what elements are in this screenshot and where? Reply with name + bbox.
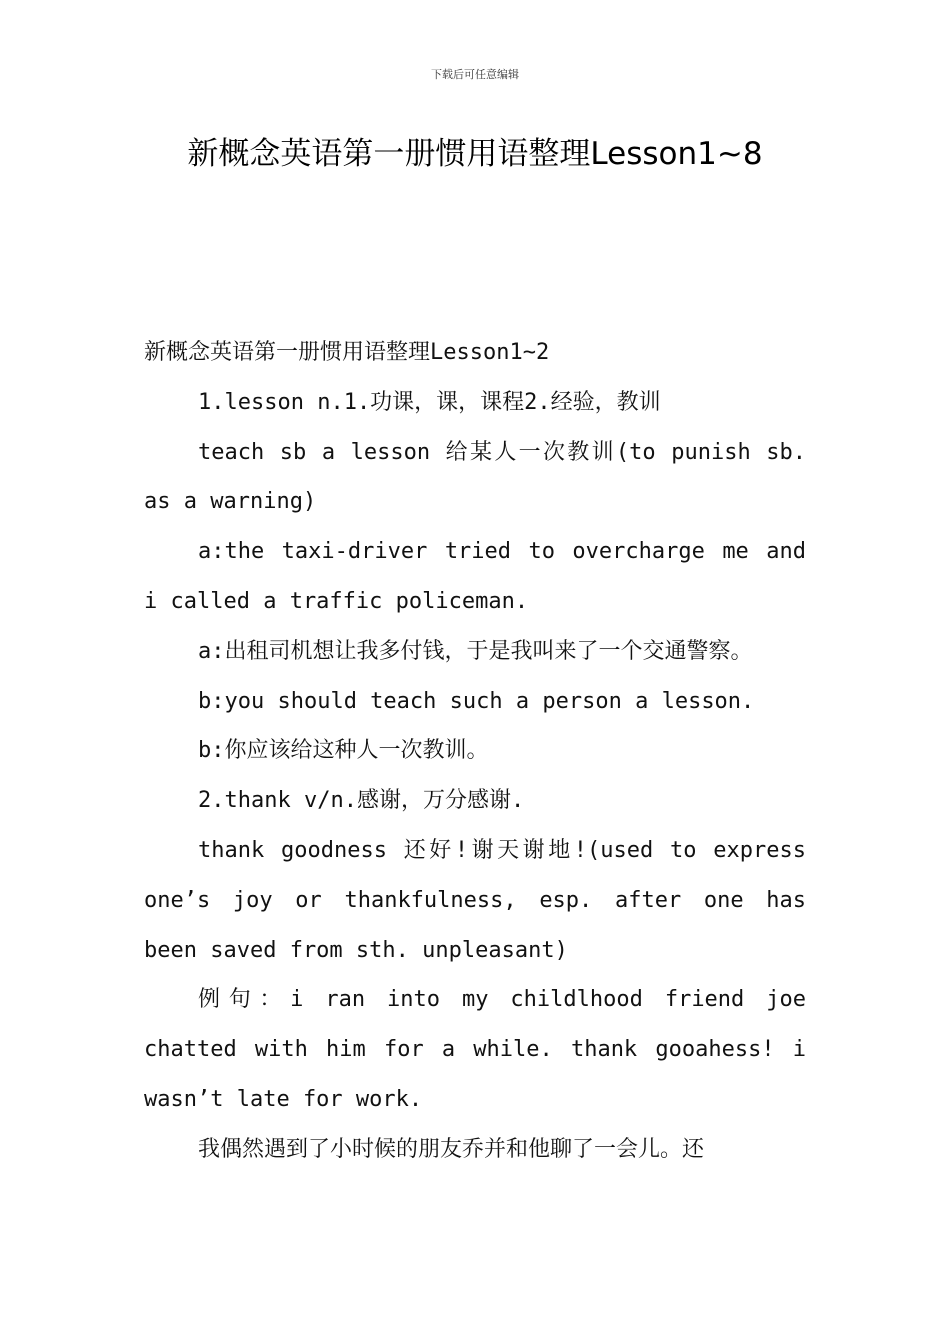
dialogue-line-a-chinese: a:出租司机想让我多付钱，于是我叫来了一个交通警察。 xyxy=(198,638,753,664)
dialogue-line-b-chinese: b:你应该给这种人一次教训。 xyxy=(198,738,489,764)
idiom-teach-sb-a-lesson: teach sb a lesson 给某人一次教训(to punish sb. as a warning) xyxy=(144,439,806,515)
dialogue-line-a-english: a:the taxi-driver tried to overcharge me and i called a traffic policeman. xyxy=(144,539,806,614)
document-title: 新概念英语第一册惯用语整理Lesson1~8 xyxy=(187,136,763,172)
example-sentence-chinese: 我偶然遇到了小时候的朋友乔并和他聊了一会儿。还 xyxy=(198,1136,705,1162)
document-body xyxy=(144,328,806,1175)
section-subtitle: 新概念英语第一册惯用语整理Lesson1~2 xyxy=(144,340,550,365)
vocab-entry-thank: 2.thank v/n.感谢，万分感谢. xyxy=(198,788,525,814)
idiom-thank-goodness: thank goodness 还好!谢天谢地!(used to express one’s joy or thankfulness, esp. after one has been saved from sth. unpleasant) xyxy=(144,837,806,963)
dialogue-line-b-english: b:you should teach such a person a lesson. xyxy=(198,688,755,714)
example-sentence-english: 例句：i ran into my childlhood friend joe chatted with him for a while. thank gooahess! i wasn’t late for work. xyxy=(144,987,806,1112)
header-note: 下载后可任意编辑 xyxy=(431,68,519,81)
vocab-entry-lesson: 1.lesson n.1.功课，课，课程2.经验，教训 xyxy=(198,389,661,415)
